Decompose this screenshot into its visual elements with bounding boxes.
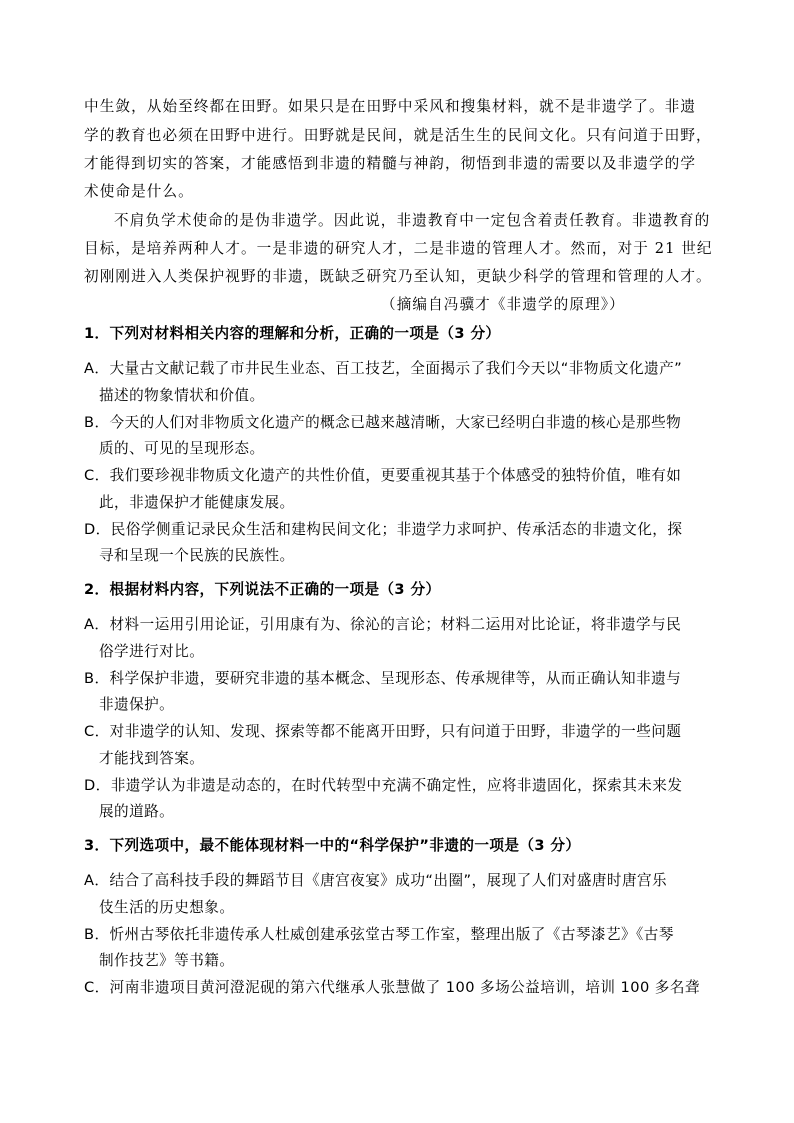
passage-line: 初刚刚进入人类保护视野的非遗，既缺乏研究乃至认知，更缺少科学的管理和管理的人才。	[84, 268, 712, 285]
question-2-option-a[interactable]: A．材料一运用引用论证，引用康有为、徐沁的言论；材料二运用对比论证，将非遗学与民	[84, 616, 682, 633]
question-2-option-d-cont: 展的道路。	[99, 803, 175, 820]
question-1-option-b[interactable]: B．今天的人们对非物质文化遗产的概念已越来越清晰，大家已经明白非遗的核心是那些物	[84, 414, 682, 431]
question-1-option-c-cont: 此，非遗保护才能健康发展。	[99, 494, 295, 511]
passage-line: 术使命是什么。	[84, 183, 194, 200]
question-1-option-b-cont: 质的、可见的呈现形态。	[99, 440, 265, 457]
passage-line: 才能得到切实的答案，才能感悟到非遗的精髓与神韵，彻悟到非遗的需要以及非遗学的学	[84, 155, 697, 172]
question-2-option-a-cont: 俗学进行对比。	[99, 643, 205, 660]
question-1-option-a[interactable]: A．大量古文献记载了市井民生业态、百工技艺，全面揭示了我们今天以“非物质文化遗产”	[84, 360, 683, 377]
question-2-title: 2．根据材料内容，下列说法不正确的一项是（3 分）	[84, 581, 441, 598]
passage-source: （摘编自冯骥才《非遗学的原理》）	[381, 296, 625, 313]
passage-line: 中生敛，从始至终都在田野。如果只是在田野中采风和搜集材料，就不是非遗学了。非遗	[84, 98, 697, 115]
question-1-option-d[interactable]: D．民俗学侧重记录民众生活和建构民间文化；非遗学力求呵护、传承活态的非遗文化，探	[84, 521, 683, 538]
question-1-option-c[interactable]: C．我们要珍视非物质文化遗产的共性价值，更要重视其基于个体感受的独特价值，唯有如	[84, 467, 682, 484]
question-3-option-b-cont: 制作技艺》等书籍。	[99, 952, 235, 969]
question-2-option-b-cont: 非遗保护。	[99, 696, 175, 713]
question-2-option-c-cont: 才能找到答案。	[99, 750, 205, 767]
question-1-title: 1．下列对材料相关内容的理解和分析，正确的一项是（3 分）	[84, 325, 501, 342]
question-2-option-c[interactable]: C．对非遗学的认知、发现、探索等都不能离开田野，只有问道于田野，非遗学的一些问题	[84, 723, 682, 740]
question-3-option-b[interactable]: B．忻州古琴依托非遗传承人杜威创建承弦堂古琴工作室，整理出版了《古琴漆艺》《古琴	[84, 926, 674, 943]
passage-line: 不肩负学术使命的是伪非遗学。因此说，非遗教育中一定包含着责任教育。非遗教育的	[114, 212, 711, 229]
passage-line: 学的教育也必须在田野中进行。田野就是民间，就是活生生的民间文化。只有问道于田野，	[84, 127, 712, 144]
question-2-option-b[interactable]: B．科学保护非遗，要研究非遗的基本概念、呈现形态、传承规律等，从而正确认知非遗与	[84, 670, 682, 687]
question-3-option-c[interactable]: C．河南非遗项目黄河澄泥砚的第六代继承人张慧做了 100 多场公益培训，培训 100 多名聋	[84, 979, 700, 996]
question-2-option-d[interactable]: D．非遗学认为非遗是动态的，在时代转型中充满不确定性，应将非遗固化，探索其未来发	[84, 777, 683, 794]
passage-line: 目标，是培养两种人才。一是非遗的研究人才，二是非遗的管理人才。然而，对于 21 世纪	[84, 240, 713, 257]
question-1-option-a-cont: 描述的物象情状和价值。	[99, 387, 265, 404]
question-3-option-a-cont: 伎生活的历史想象。	[99, 899, 235, 916]
question-3-option-a[interactable]: A．结合了高科技手段的舞蹈节目《唐宫夜宴》成功“出圈”，展现了人们对盛唐时唐宫乐	[84, 872, 668, 889]
question-1-option-d-cont: 寻和呈现一个民族的民族性。	[99, 547, 295, 564]
question-3-title: 3．下列选项中，最不能体现材料一中的“科学保护”非遗的一项是（3 分）	[84, 837, 581, 854]
